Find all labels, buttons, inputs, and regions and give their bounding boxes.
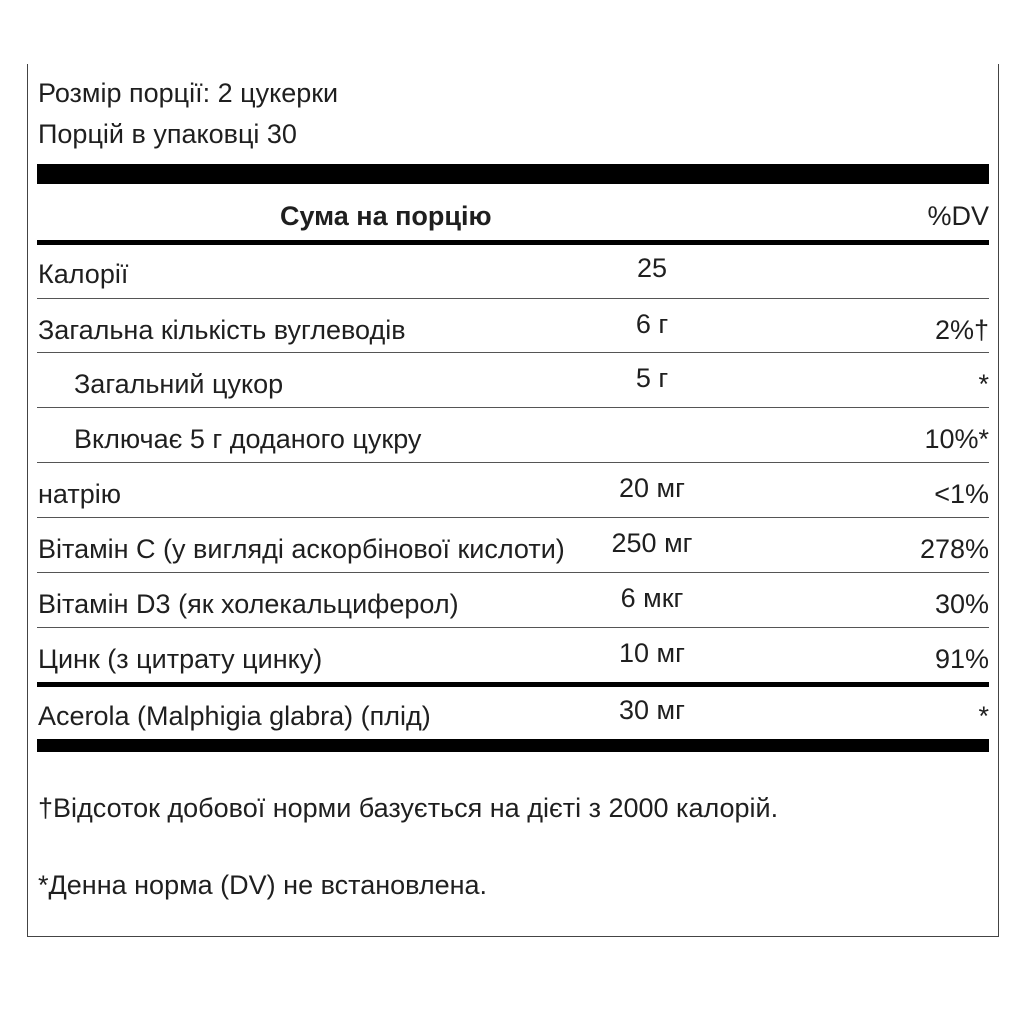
nutrient-name: натрію xyxy=(38,479,121,509)
serving-size: Розмір порції: 2 цукерки xyxy=(38,78,339,108)
table-row-calories xyxy=(37,254,989,294)
table-header xyxy=(37,196,989,236)
servings-per-package: Порцій в упаковці 30 xyxy=(38,119,297,149)
row-divider xyxy=(37,298,989,299)
nutrient-dv: <1% xyxy=(934,479,989,509)
bottom-thick-divider xyxy=(37,739,989,752)
row-divider xyxy=(37,627,989,628)
nutrient-amount: 6 г xyxy=(635,309,669,339)
row-divider xyxy=(37,407,989,408)
supplement-facts-panel xyxy=(27,64,999,937)
nutrient-name: Калорії xyxy=(38,259,129,289)
row-divider xyxy=(37,517,989,518)
table-row-added-sugars xyxy=(37,419,989,459)
nutrient-name: Загальний цукор xyxy=(74,369,284,399)
header-divider xyxy=(37,240,989,245)
table-row-total-sugars xyxy=(37,364,989,404)
row-divider xyxy=(37,462,989,463)
table-row-vitamin-c xyxy=(37,529,989,569)
nutrient-dv: 30% xyxy=(934,589,989,619)
nutrient-name: Цинк (з цитрату цинку) xyxy=(38,644,323,674)
nutrient-dv: 10%* xyxy=(924,424,989,454)
nutrient-name: Вітамін D3 (як холекальциферол) xyxy=(38,589,459,619)
table-row-vitamin-d3 xyxy=(37,584,989,624)
nutrient-dv: * xyxy=(978,369,989,399)
footnote-dv-not-established: *Денна норма (DV) не встановлена. xyxy=(38,870,488,900)
nutrient-name: Включає 5 г доданого цукру xyxy=(74,424,422,454)
nutrient-dv: * xyxy=(978,701,989,731)
nutrient-dv: 2%† xyxy=(934,315,989,345)
nutrient-amount: 10 мг xyxy=(619,638,685,668)
dv-heading: %DV xyxy=(927,201,989,231)
nutrient-amount: 25 xyxy=(636,253,668,283)
nutrient-amount: 250 мг xyxy=(611,528,693,558)
footnote-daily-value: †Відсоток добової норми базується на дієті з 2000 калорій. xyxy=(38,793,779,823)
nutrient-name: Загальна кількість вуглеводів xyxy=(38,315,406,345)
nutrient-amount: 30 мг xyxy=(619,695,685,725)
amount-per-serving-heading: Сума на порцію xyxy=(280,201,492,231)
nutrient-amount: 20 мг xyxy=(619,473,685,503)
nutrient-name: Acerola (Malphigia glabra) (плід) xyxy=(38,701,431,731)
table-row-sodium xyxy=(37,474,989,514)
top-thick-divider xyxy=(37,164,989,184)
table-row-acerola xyxy=(37,696,989,736)
nutrient-amount: 5 г xyxy=(635,363,669,393)
row-divider xyxy=(37,572,989,573)
nutrient-amount: 6 мкг xyxy=(620,583,684,613)
table-row-zinc xyxy=(37,639,989,679)
nutrient-name: Вітамін C (у вигляді аскорбінової кислоти) xyxy=(38,534,565,564)
nutrient-dv: 278% xyxy=(919,534,989,564)
row-divider xyxy=(37,352,989,353)
section-divider xyxy=(37,682,989,687)
nutrient-dv: 91% xyxy=(934,644,989,674)
table-row-total-carbohydrates xyxy=(37,310,989,350)
